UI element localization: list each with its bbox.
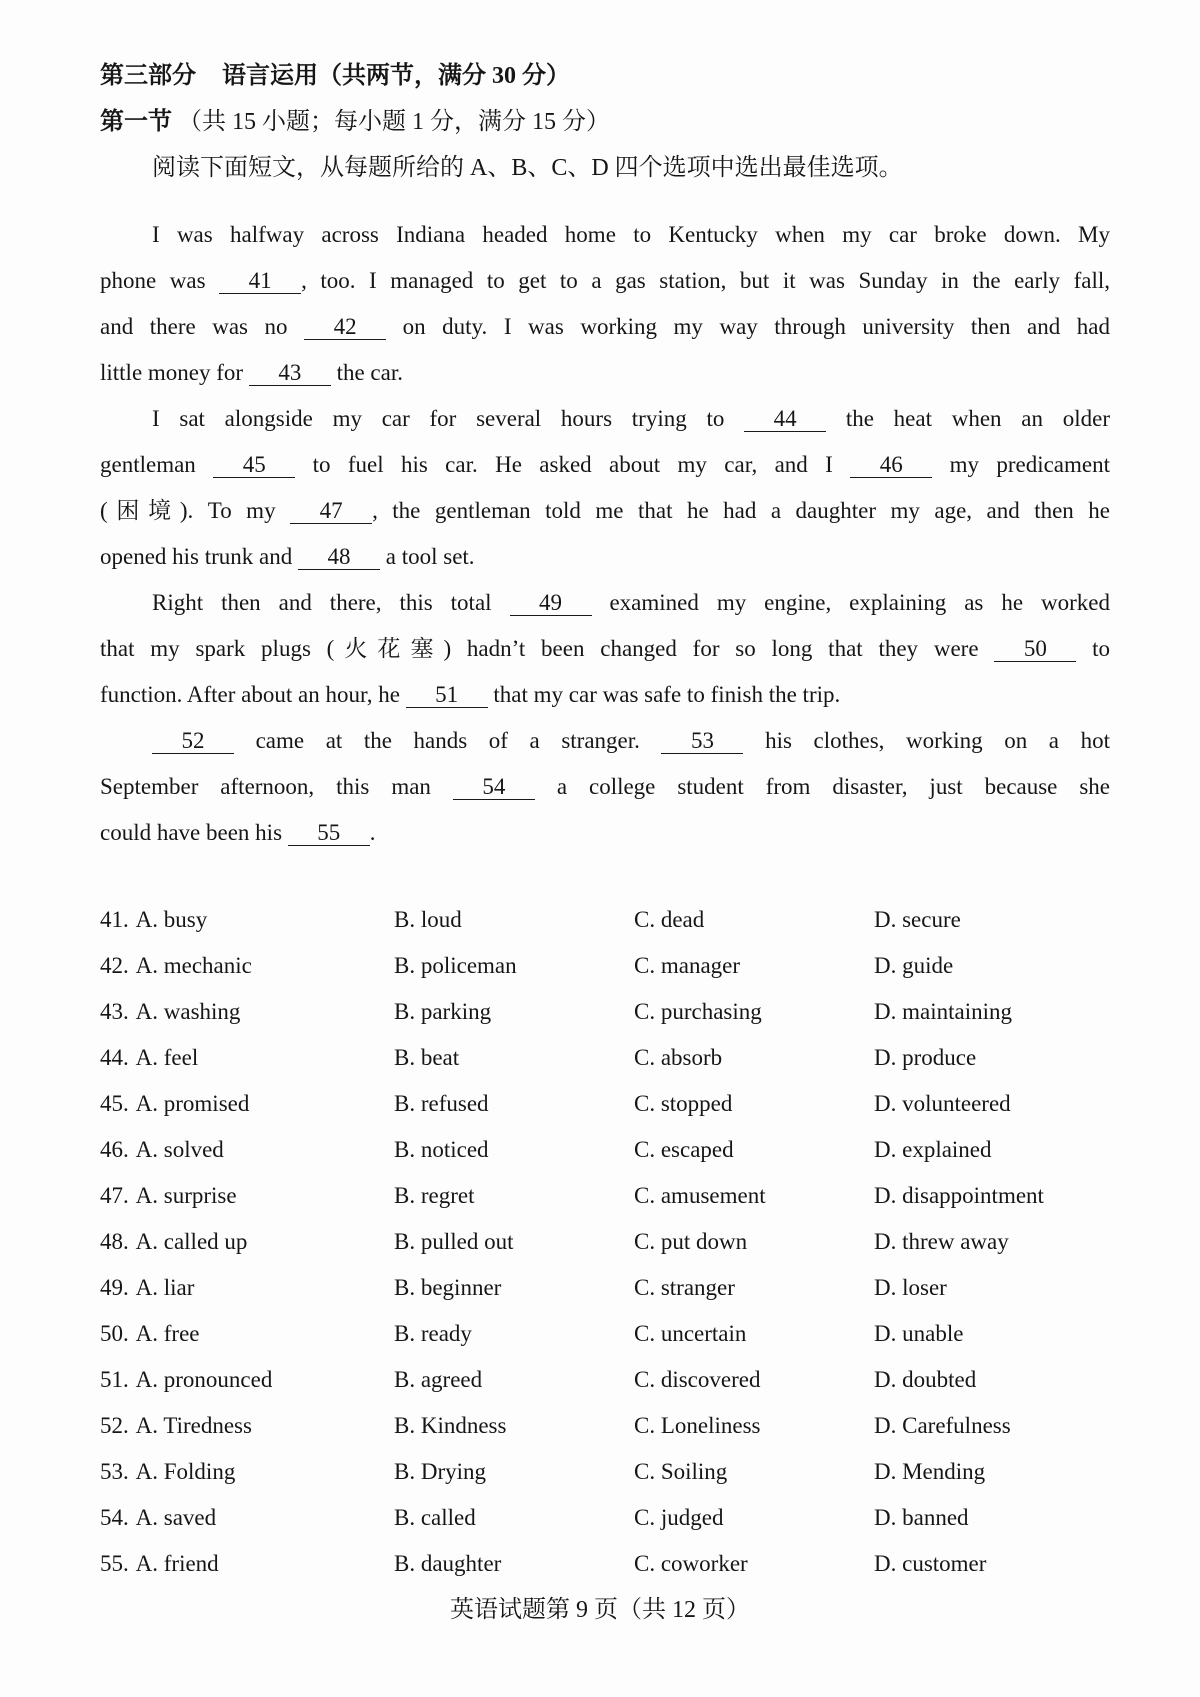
option-cell-c	[634, 1173, 874, 1219]
question-number: 45.	[100, 1091, 129, 1116]
passage-text: , the gentleman told me that he had a daughter my age, and then he	[372, 498, 1110, 523]
passage-line	[100, 258, 1110, 304]
choice-a: A. Tiredness	[135, 1413, 252, 1438]
choice-d: D. loser	[874, 1275, 947, 1300]
answer-blank: 55	[288, 820, 370, 846]
question-number: 47.	[100, 1183, 129, 1208]
option-row	[100, 1357, 1110, 1403]
question-number: 44.	[100, 1045, 129, 1070]
choice-d: D. produce	[874, 1045, 977, 1070]
option-cell-d	[874, 1495, 1110, 1541]
choice-a: A. surprise	[135, 1183, 237, 1208]
answer-blank: 48	[298, 544, 380, 570]
choice-d: D. volunteered	[874, 1091, 1011, 1116]
option-cell-b	[394, 1127, 634, 1173]
answer-blank: 46	[850, 452, 932, 478]
option-cell-a	[100, 1173, 394, 1219]
choice-c: C. discovered	[634, 1367, 761, 1392]
choice-a: A. pronounced	[135, 1367, 273, 1392]
section-heading	[100, 99, 1110, 145]
passage-text: could have been his	[100, 820, 288, 845]
passage-text: September afternoon, this man	[100, 774, 453, 799]
passage-text: I sat alongside my car for several hours trying to	[152, 406, 745, 431]
passage-text: little money for	[100, 360, 249, 385]
passage-text: I was halfway across Indiana headed home to Kentucky when my car broke down. My	[152, 222, 1110, 247]
question-number: 46.	[100, 1137, 129, 1162]
option-cell-b	[394, 1081, 634, 1127]
option-cell-c	[634, 1127, 874, 1173]
option-cell-a	[100, 1081, 394, 1127]
choice-d: D. doubted	[874, 1367, 977, 1392]
choice-d: D. guide	[874, 953, 954, 978]
passage-text: the heat when an older	[826, 406, 1110, 431]
option-cell-a	[100, 989, 394, 1035]
passage-text: and there was no	[100, 314, 305, 339]
option-row	[100, 1265, 1110, 1311]
option-cell-a	[100, 1127, 394, 1173]
choice-b: B. pulled out	[394, 1229, 514, 1254]
choice-c: C. stopped	[634, 1091, 733, 1116]
choice-a: A. called up	[135, 1229, 248, 1254]
passage-paragraph	[100, 718, 1110, 856]
question-number: 48.	[100, 1229, 129, 1254]
choice-a: A. busy	[135, 907, 208, 932]
option-row	[100, 1403, 1110, 1449]
answer-blank: 42	[304, 314, 386, 340]
passage-paragraph	[100, 580, 1110, 718]
passage-text: .	[369, 820, 376, 845]
option-cell-b	[394, 943, 634, 989]
choice-b: B. loud	[394, 907, 462, 932]
option-cell-c	[634, 897, 874, 943]
question-number: 43.	[100, 999, 129, 1024]
choice-c: C. absorb	[634, 1045, 723, 1070]
option-cell-c	[634, 943, 874, 989]
answer-blank: 52	[152, 728, 234, 754]
section-title: 第一节	[100, 109, 172, 135]
option-cell-c	[634, 1311, 874, 1357]
option-cell-d	[874, 1219, 1110, 1265]
choice-b: B. Kindness	[394, 1413, 507, 1438]
answer-blank: 45	[213, 452, 295, 478]
option-cell-d	[874, 897, 1110, 943]
option-cell-c	[634, 1035, 874, 1081]
choice-b: B. refused	[394, 1091, 489, 1116]
part-subtitle: 语言运用（共两节，满分 30 分）	[222, 63, 570, 89]
option-cell-c	[634, 1541, 874, 1587]
choice-a: A. Folding	[135, 1459, 236, 1484]
passage-line	[100, 764, 1110, 810]
part-title: 第三部分	[100, 63, 196, 89]
passage-text: opened his trunk and	[100, 544, 299, 569]
choice-c: C. manager	[634, 953, 741, 978]
choice-c: C. Soiling	[634, 1459, 728, 1484]
choice-b: B. agreed	[394, 1367, 483, 1392]
answer-blank: 44	[744, 406, 826, 432]
choice-a: A. solved	[135, 1137, 224, 1162]
passage-text: the car.	[330, 360, 403, 385]
option-cell-b	[394, 1541, 634, 1587]
page-footer: 英语试题第 9 页（共 12 页）	[450, 1597, 750, 1623]
choice-c: C. amusement	[634, 1183, 766, 1208]
answer-blank: 50	[994, 636, 1076, 662]
passage-text: that my car was safe to finish the trip.	[487, 682, 841, 707]
passage-text: a tool set.	[380, 544, 475, 569]
option-cell-d	[874, 1357, 1110, 1403]
option-row	[100, 1541, 1110, 1587]
option-cell-c	[634, 1357, 874, 1403]
passage-text: on duty. I was working my way through university then and had	[386, 314, 1110, 339]
option-row	[100, 1449, 1110, 1495]
option-row	[100, 1219, 1110, 1265]
option-row	[100, 1311, 1110, 1357]
choice-a: A. mechanic	[135, 953, 252, 978]
option-cell-b	[394, 1357, 634, 1403]
passage-text: his clothes, working on a hot	[743, 728, 1110, 753]
passage-text: a college student from disaster, just because she	[534, 774, 1110, 799]
option-cell-b	[394, 1173, 634, 1219]
option-row	[100, 1173, 1110, 1219]
option-row	[100, 1127, 1110, 1173]
passage-text: came at the hands of a stranger.	[234, 728, 662, 753]
option-cell-a	[100, 1265, 394, 1311]
instruction: 阅读下面短文，从每题所给的 A、B、C、D 四个选项中选出最佳选项。	[152, 155, 903, 181]
choice-d: D. disappointment	[874, 1183, 1044, 1208]
question-number: 42.	[100, 953, 129, 978]
option-cell-a	[100, 943, 394, 989]
question-number: 50.	[100, 1321, 129, 1346]
option-cell-b	[394, 1035, 634, 1081]
choice-a: A. friend	[135, 1551, 219, 1576]
choice-d: D. secure	[874, 907, 961, 932]
choice-a: A. saved	[135, 1505, 217, 1530]
option-cell-a	[100, 897, 394, 943]
choice-b: B. policeman	[394, 953, 517, 978]
question-number: 54.	[100, 1505, 129, 1530]
choice-b: B. Drying	[394, 1459, 486, 1484]
option-cell-a	[100, 1495, 394, 1541]
choice-b: B. daughter	[394, 1551, 502, 1576]
option-cell-d	[874, 1541, 1110, 1587]
option-cell-a	[100, 1357, 394, 1403]
passage-line	[100, 810, 1110, 856]
option-cell-a	[100, 1219, 394, 1265]
passage-text: , too. I managed to get to a gas station, but it was Sunday in the early fall,	[301, 268, 1110, 293]
choice-b: B. ready	[394, 1321, 472, 1346]
option-cell-d	[874, 943, 1110, 989]
option-cell-b	[394, 989, 634, 1035]
choice-a: A. washing	[135, 999, 241, 1024]
answer-blank: 54	[453, 774, 535, 800]
option-cell-a	[100, 1541, 394, 1587]
choice-c: C. stranger	[634, 1275, 735, 1300]
option-cell-a	[100, 1449, 394, 1495]
option-cell-d	[874, 989, 1110, 1035]
option-cell-c	[634, 989, 874, 1035]
option-cell-c	[634, 1449, 874, 1495]
choice-b: B. regret	[394, 1183, 475, 1208]
passage-line	[100, 488, 1110, 534]
choice-b: B. beginner	[394, 1275, 502, 1300]
choice-d: D. unable	[874, 1321, 964, 1346]
answer-blank: 49	[510, 590, 592, 616]
option-row	[100, 897, 1110, 943]
question-number: 49.	[100, 1275, 129, 1300]
answer-blank: 51	[406, 682, 488, 708]
passage-text: to fuel his car. He asked about my car, and I	[295, 452, 851, 477]
passage-text: function. After about an hour, he	[100, 682, 406, 707]
passage-text: my predicament	[932, 452, 1110, 477]
option-cell-b	[394, 1449, 634, 1495]
option-cell-b	[394, 1495, 634, 1541]
option-cell-a	[100, 1035, 394, 1081]
option-cell-b	[394, 1265, 634, 1311]
section-header	[100, 53, 1110, 191]
passage-paragraph	[100, 396, 1110, 580]
passage-text: phone was	[100, 268, 220, 293]
option-cell-c	[634, 1081, 874, 1127]
option-cell-d	[874, 1311, 1110, 1357]
answer-options	[100, 897, 1110, 1587]
part-heading	[100, 53, 1110, 99]
question-number: 51.	[100, 1367, 129, 1392]
cloze-passage	[100, 212, 1110, 856]
choice-c: C. dead	[634, 907, 705, 932]
option-cell-a	[100, 1403, 394, 1449]
option-cell-c	[634, 1265, 874, 1311]
option-cell-d	[874, 1449, 1110, 1495]
option-cell-d	[874, 1081, 1110, 1127]
question-number: 55.	[100, 1551, 129, 1576]
option-cell-c	[634, 1219, 874, 1265]
option-cell-a	[100, 1311, 394, 1357]
choice-a: A. liar	[135, 1275, 195, 1300]
option-cell-d	[874, 1035, 1110, 1081]
option-cell-d	[874, 1173, 1110, 1219]
option-row	[100, 989, 1110, 1035]
choice-c: C. coworker	[634, 1551, 748, 1576]
option-row	[100, 1081, 1110, 1127]
passage-text: (困境). To my	[100, 498, 291, 523]
question-number: 52.	[100, 1413, 129, 1438]
passage-line	[100, 350, 1110, 396]
choice-c: C. uncertain	[634, 1321, 747, 1346]
choice-c: C. judged	[634, 1505, 724, 1530]
option-cell-b	[394, 1403, 634, 1449]
option-cell-c	[634, 1403, 874, 1449]
choice-d: D. threw away	[874, 1229, 1009, 1254]
choice-a: A. free	[135, 1321, 200, 1346]
passage-text: to	[1076, 636, 1110, 661]
passage-line	[100, 442, 1110, 488]
option-row	[100, 1495, 1110, 1541]
choice-d: D. explained	[874, 1137, 992, 1162]
answer-blank: 43	[249, 360, 331, 386]
choice-b: B. parking	[394, 999, 492, 1024]
choice-d: D. customer	[874, 1551, 987, 1576]
choice-b: B. called	[394, 1505, 476, 1530]
passage-text: Right then and there, this total	[152, 590, 510, 615]
passage-text: examined my engine, explaining as he worked	[591, 590, 1110, 615]
choice-a: A. feel	[135, 1045, 199, 1070]
choice-a: A. promised	[135, 1091, 250, 1116]
passage-line	[100, 304, 1110, 350]
choice-c: C. Loneliness	[634, 1413, 761, 1438]
passage-line	[100, 672, 1110, 718]
choice-c: C. purchasing	[634, 999, 762, 1024]
choice-d: D. maintaining	[874, 999, 1012, 1024]
choice-c: C. escaped	[634, 1137, 734, 1162]
option-row	[100, 943, 1110, 989]
choice-b: B. beat	[394, 1045, 460, 1070]
option-cell-d	[874, 1265, 1110, 1311]
passage-line	[100, 534, 1110, 580]
section-note: （共 15 小题；每小题 1 分，满分 15 分）	[178, 109, 610, 135]
choice-d: D. banned	[874, 1505, 969, 1530]
option-cell-d	[874, 1403, 1110, 1449]
choice-c: C. put down	[634, 1229, 748, 1254]
passage-text: that my spark plugs (火花塞) hadn’t been changed for so long that they were	[100, 636, 995, 661]
question-number: 53.	[100, 1459, 129, 1484]
option-cell-c	[634, 1495, 874, 1541]
answer-blank: 41	[219, 268, 301, 294]
passage-line	[100, 212, 1110, 258]
passage-line	[100, 396, 1110, 442]
passage-text: gentleman	[100, 452, 214, 477]
choice-d: D. Mending	[874, 1459, 986, 1484]
option-cell-b	[394, 1219, 634, 1265]
option-cell-d	[874, 1127, 1110, 1173]
option-row	[100, 1035, 1110, 1081]
question-number: 41.	[100, 907, 129, 932]
passage-line	[100, 580, 1110, 626]
passage-paragraph	[100, 212, 1110, 396]
answer-blank: 53	[661, 728, 743, 754]
option-cell-b	[394, 1311, 634, 1357]
answer-blank: 47	[290, 498, 372, 524]
option-cell-b	[394, 897, 634, 943]
choice-b: B. noticed	[394, 1137, 489, 1162]
passage-line	[100, 626, 1110, 672]
choice-d: D. Carefulness	[874, 1413, 1011, 1438]
passage-line	[100, 718, 1110, 764]
